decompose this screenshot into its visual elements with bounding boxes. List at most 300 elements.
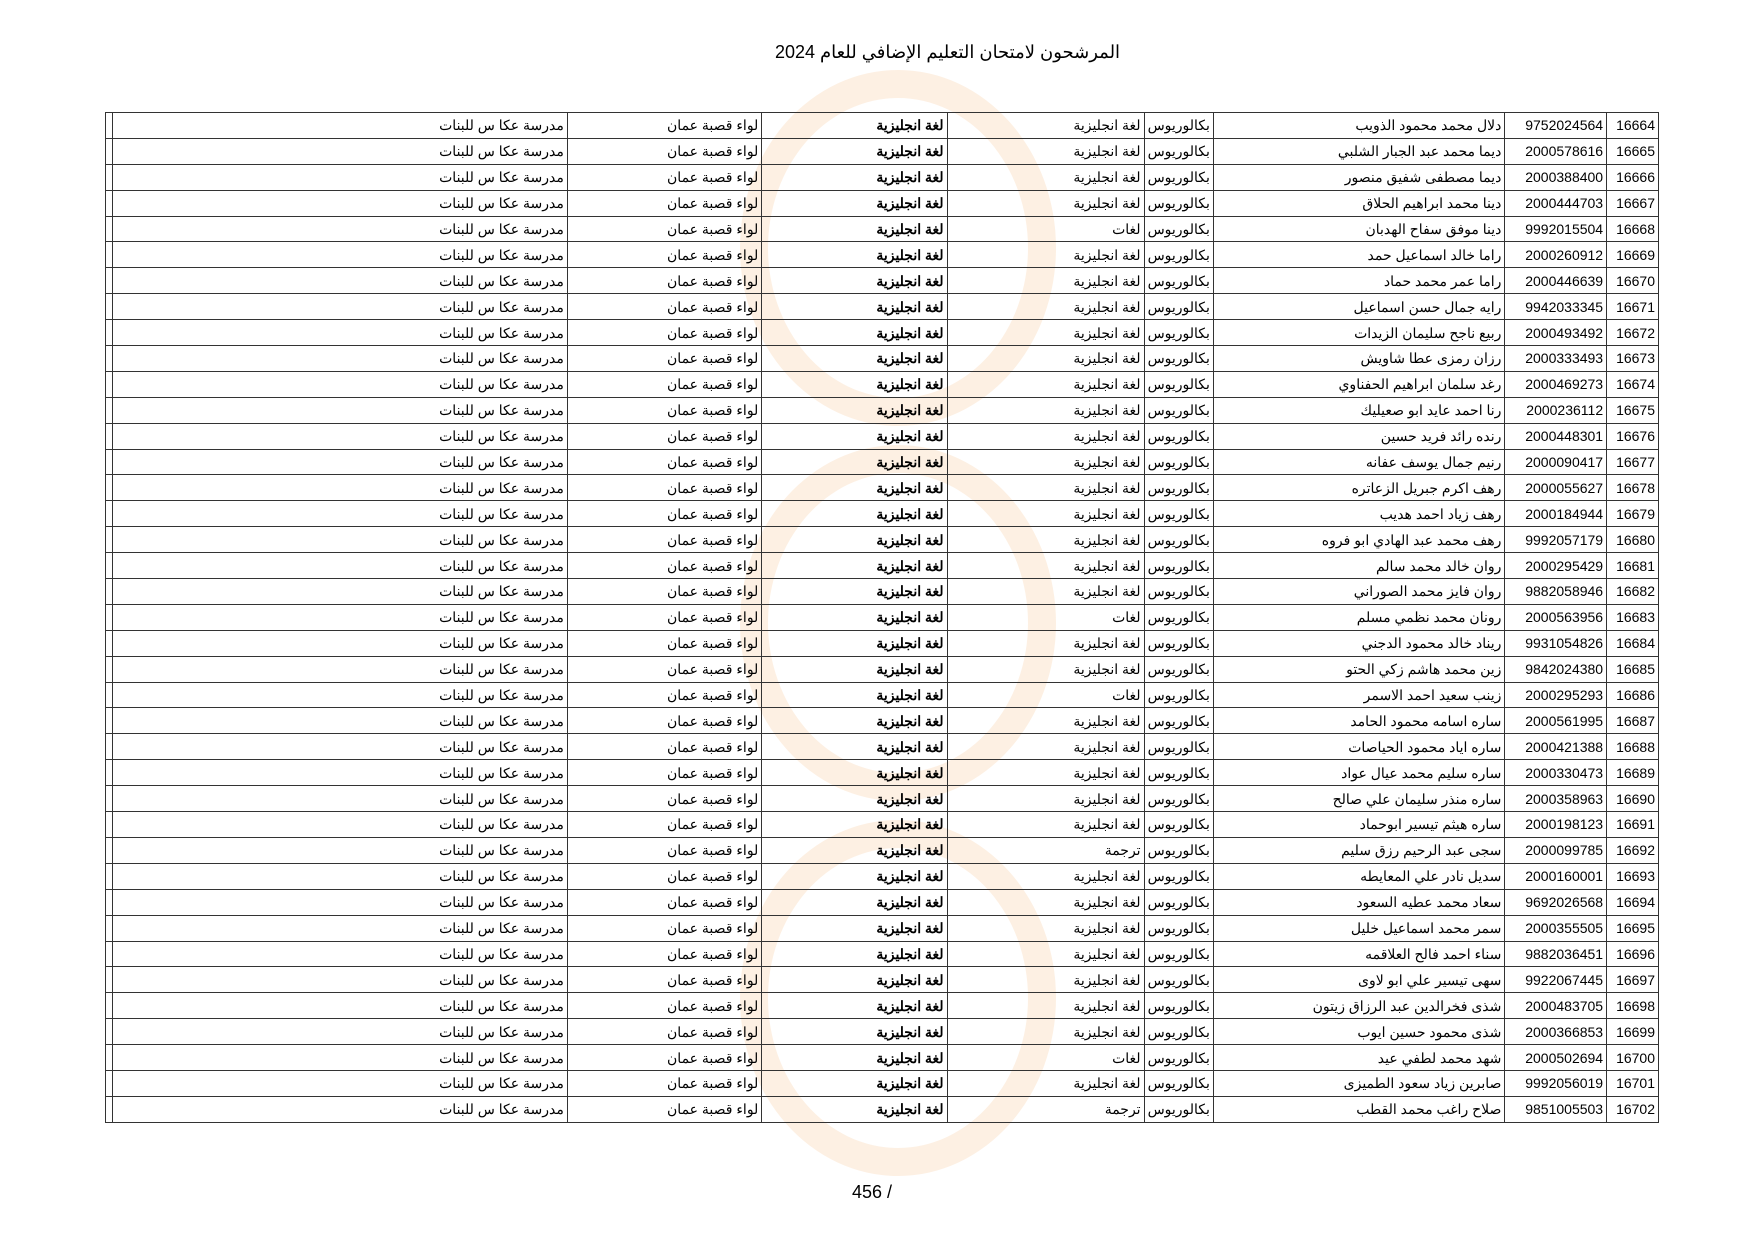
- page-number: 456 /: [852, 1182, 893, 1202]
- table-row: [106, 760, 1659, 786]
- empty-cell: [106, 1070, 113, 1096]
- national-id-cell: 9882058946: [1505, 579, 1607, 605]
- empty-cell: [106, 216, 113, 242]
- directorate-cell: لواء قصبة عمان: [567, 268, 761, 294]
- school-cell: مدرسة عكا س للبنات: [113, 682, 568, 708]
- specialization-cell: لغة انجليزية: [947, 268, 1144, 294]
- name-cell: شذى فخرالدين عبد الرزاق زيتون: [1213, 993, 1504, 1019]
- school-cell: مدرسة عكا س للبنات: [113, 630, 568, 656]
- table-row: [106, 656, 1659, 682]
- school-cell: مدرسة عكا س للبنات: [113, 1019, 568, 1045]
- directorate-cell: لواء قصبة عمان: [567, 294, 761, 320]
- specialization-cell: لغة انجليزية: [947, 346, 1144, 372]
- school-cell: مدرسة عكا س للبنات: [113, 837, 568, 863]
- specialization-cell: لغة انجليزية: [947, 397, 1144, 423]
- subject-cell: لغة انجليزية: [762, 656, 947, 682]
- seq-cell: 16702: [1607, 1096, 1659, 1122]
- subject-cell: لغة انجليزية: [762, 371, 947, 397]
- table-row: [106, 475, 1659, 501]
- name-cell: شذى محمود حسين ايوب: [1213, 1019, 1504, 1045]
- school-cell: مدرسة عكا س للبنات: [113, 760, 568, 786]
- seq-cell: 16678: [1607, 475, 1659, 501]
- national-id-cell: 2000099785: [1505, 837, 1607, 863]
- subject-cell: لغة انجليزية: [762, 501, 947, 527]
- national-id-cell: 9992056019: [1505, 1070, 1607, 1096]
- degree-cell: بكالوريوس: [1144, 501, 1213, 527]
- seq-cell: 16697: [1607, 967, 1659, 993]
- degree-cell: بكالوريوس: [1144, 812, 1213, 838]
- table-row: [106, 708, 1659, 734]
- national-id-cell: 2000160001: [1505, 863, 1607, 889]
- specialization-cell: لغة انجليزية: [947, 294, 1144, 320]
- school-cell: مدرسة عكا س للبنات: [113, 656, 568, 682]
- name-cell: رونان محمد نظمي مسلم: [1213, 604, 1504, 630]
- directorate-cell: لواء قصبة عمان: [567, 863, 761, 889]
- table-row: [106, 941, 1659, 967]
- degree-cell: بكالوريوس: [1144, 915, 1213, 941]
- subject-cell: لغة انجليزية: [762, 1070, 947, 1096]
- name-cell: رهف زياد احمد هديب: [1213, 501, 1504, 527]
- directorate-cell: لواء قصبة عمان: [567, 138, 761, 164]
- seq-cell: 16693: [1607, 863, 1659, 889]
- empty-cell: [106, 967, 113, 993]
- national-id-cell: 2000333493: [1505, 346, 1607, 372]
- seq-cell: 16696: [1607, 941, 1659, 967]
- seq-cell: 16687: [1607, 708, 1659, 734]
- directorate-cell: لواء قصبة عمان: [567, 941, 761, 967]
- page-title: المرشحون لامتحان التعليم الإضافي للعام 2024: [774, 42, 1121, 62]
- subject-cell: لغة انجليزية: [762, 320, 947, 346]
- table-row: [106, 812, 1659, 838]
- empty-cell: [106, 501, 113, 527]
- empty-cell: [106, 708, 113, 734]
- name-cell: زين محمد هاشم زكي الحتو: [1213, 656, 1504, 682]
- school-cell: مدرسة عكا س للبنات: [113, 708, 568, 734]
- table-row: [106, 371, 1659, 397]
- specialization-cell: لغة انجليزية: [947, 371, 1144, 397]
- school-cell: مدرسة عكا س للبنات: [113, 475, 568, 501]
- degree-cell: بكالوريوس: [1144, 708, 1213, 734]
- school-cell: مدرسة عكا س للبنات: [113, 812, 568, 838]
- subject-cell: لغة انجليزية: [762, 786, 947, 812]
- empty-cell: [106, 475, 113, 501]
- school-cell: مدرسة عكا س للبنات: [113, 423, 568, 449]
- national-id-cell: 2000236112: [1505, 397, 1607, 423]
- national-id-cell: 2000483705: [1505, 993, 1607, 1019]
- directorate-cell: لواء قصبة عمان: [567, 915, 761, 941]
- table-row: [106, 320, 1659, 346]
- specialization-cell: لغة انجليزية: [947, 579, 1144, 605]
- subject-cell: لغة انجليزية: [762, 837, 947, 863]
- directorate-cell: لواء قصبة عمان: [567, 475, 761, 501]
- directorate-cell: لواء قصبة عمان: [567, 449, 761, 475]
- school-cell: مدرسة عكا س للبنات: [113, 863, 568, 889]
- empty-cell: [106, 294, 113, 320]
- national-id-cell: 2000358963: [1505, 786, 1607, 812]
- national-id-cell: 2000295429: [1505, 553, 1607, 579]
- national-id-cell: 2000388400: [1505, 164, 1607, 190]
- specialization-cell: لغة انجليزية: [947, 553, 1144, 579]
- specialization-cell: لغات: [947, 682, 1144, 708]
- directorate-cell: لواء قصبة عمان: [567, 113, 761, 139]
- national-id-cell: 2000366853: [1505, 1019, 1607, 1045]
- specialization-cell: لغات: [947, 1045, 1144, 1071]
- specialization-cell: لغة انجليزية: [947, 760, 1144, 786]
- table-row: [106, 579, 1659, 605]
- name-cell: روان فايز محمد الصوراني: [1213, 579, 1504, 605]
- degree-cell: بكالوريوس: [1144, 138, 1213, 164]
- directorate-cell: لواء قصبة عمان: [567, 630, 761, 656]
- seq-cell: 16670: [1607, 268, 1659, 294]
- national-id-cell: 2000355505: [1505, 915, 1607, 941]
- national-id-cell: 2000055627: [1505, 475, 1607, 501]
- empty-cell: [106, 604, 113, 630]
- name-cell: رنيم جمال يوسف عفانه: [1213, 449, 1504, 475]
- directorate-cell: لواء قصبة عمان: [567, 397, 761, 423]
- subject-cell: لغة انجليزية: [762, 993, 947, 1019]
- national-id-cell: 9922067445: [1505, 967, 1607, 993]
- subject-cell: لغة انجليزية: [762, 242, 947, 268]
- specialization-cell: ترجمة: [947, 837, 1144, 863]
- specialization-cell: لغة انجليزية: [947, 527, 1144, 553]
- subject-cell: لغة انجليزية: [762, 889, 947, 915]
- subject-cell: لغة انجليزية: [762, 268, 947, 294]
- name-cell: سناء احمد فالح العلاقمه: [1213, 941, 1504, 967]
- empty-cell: [106, 760, 113, 786]
- specialization-cell: لغة انجليزية: [947, 656, 1144, 682]
- empty-cell: [106, 190, 113, 216]
- degree-cell: بكالوريوس: [1144, 553, 1213, 579]
- directorate-cell: لواء قصبة عمان: [567, 604, 761, 630]
- national-id-cell: 9752024564: [1505, 113, 1607, 139]
- directorate-cell: لواء قصبة عمان: [567, 320, 761, 346]
- name-cell: ريناد خالد محمود الدجني: [1213, 630, 1504, 656]
- school-cell: مدرسة عكا س للبنات: [113, 294, 568, 320]
- seq-cell: 16669: [1607, 242, 1659, 268]
- table-row: [106, 993, 1659, 1019]
- school-cell: مدرسة عكا س للبنات: [113, 164, 568, 190]
- seq-cell: 16684: [1607, 630, 1659, 656]
- empty-cell: [106, 682, 113, 708]
- seq-cell: 16679: [1607, 501, 1659, 527]
- subject-cell: لغة انجليزية: [762, 708, 947, 734]
- subject-cell: لغة انجليزية: [762, 630, 947, 656]
- name-cell: رزان رمزى عطا شاويش: [1213, 346, 1504, 372]
- seq-cell: 16672: [1607, 320, 1659, 346]
- name-cell: سديل نادر علي المعايطه: [1213, 863, 1504, 889]
- school-cell: مدرسة عكا س للبنات: [113, 268, 568, 294]
- degree-cell: بكالوريوس: [1144, 1096, 1213, 1122]
- degree-cell: بكالوريوس: [1144, 579, 1213, 605]
- seq-cell: 16668: [1607, 216, 1659, 242]
- degree-cell: بكالوريوس: [1144, 1019, 1213, 1045]
- seq-cell: 16686: [1607, 682, 1659, 708]
- national-id-cell: 2000578616: [1505, 138, 1607, 164]
- table-row: [106, 863, 1659, 889]
- school-cell: مدرسة عكا س للبنات: [113, 786, 568, 812]
- degree-cell: بكالوريوس: [1144, 760, 1213, 786]
- directorate-cell: لواء قصبة عمان: [567, 734, 761, 760]
- specialization-cell: لغة انجليزية: [947, 449, 1144, 475]
- specialization-cell: لغات: [947, 216, 1144, 242]
- national-id-cell: 9882036451: [1505, 941, 1607, 967]
- school-cell: مدرسة عكا س للبنات: [113, 190, 568, 216]
- subject-cell: لغة انجليزية: [762, 449, 947, 475]
- empty-cell: [106, 1045, 113, 1071]
- directorate-cell: لواء قصبة عمان: [567, 760, 761, 786]
- degree-cell: بكالوريوس: [1144, 889, 1213, 915]
- empty-cell: [106, 268, 113, 294]
- subject-cell: لغة انجليزية: [762, 294, 947, 320]
- directorate-cell: لواء قصبة عمان: [567, 1070, 761, 1096]
- empty-cell: [106, 734, 113, 760]
- directorate-cell: لواء قصبة عمان: [567, 190, 761, 216]
- table-row: [106, 164, 1659, 190]
- degree-cell: بكالوريوس: [1144, 190, 1213, 216]
- national-id-cell: 2000260912: [1505, 242, 1607, 268]
- directorate-cell: لواء قصبة عمان: [567, 786, 761, 812]
- table-row: [106, 967, 1659, 993]
- degree-cell: بكالوريوس: [1144, 837, 1213, 863]
- subject-cell: لغة انجليزية: [762, 1045, 947, 1071]
- seq-cell: 16671: [1607, 294, 1659, 320]
- empty-cell: [106, 113, 113, 139]
- table-row: [106, 604, 1659, 630]
- subject-cell: لغة انجليزية: [762, 863, 947, 889]
- directorate-cell: لواء قصبة عمان: [567, 579, 761, 605]
- seq-cell: 16692: [1607, 837, 1659, 863]
- subject-cell: لغة انجليزية: [762, 1096, 947, 1122]
- table-row: [106, 527, 1659, 553]
- empty-cell: [106, 553, 113, 579]
- degree-cell: بكالوريوس: [1144, 734, 1213, 760]
- degree-cell: بكالوريوس: [1144, 216, 1213, 242]
- directorate-cell: لواء قصبة عمان: [567, 967, 761, 993]
- name-cell: ساره منذر سليمان علي صالح: [1213, 786, 1504, 812]
- seq-cell: 16676: [1607, 423, 1659, 449]
- subject-cell: لغة انجليزية: [762, 346, 947, 372]
- seq-cell: 16664: [1607, 113, 1659, 139]
- seq-cell: 16677: [1607, 449, 1659, 475]
- empty-cell: [106, 371, 113, 397]
- seq-cell: 16675: [1607, 397, 1659, 423]
- seq-cell: 16674: [1607, 371, 1659, 397]
- name-cell: رهف اكرم جبريل الزعاتره: [1213, 475, 1504, 501]
- school-cell: مدرسة عكا س للبنات: [113, 216, 568, 242]
- table-row: [106, 1019, 1659, 1045]
- national-id-cell: 2000330473: [1505, 760, 1607, 786]
- empty-cell: [106, 397, 113, 423]
- table-row: [106, 138, 1659, 164]
- directorate-cell: لواء قصبة عمان: [567, 164, 761, 190]
- seq-cell: 16673: [1607, 346, 1659, 372]
- table-row: [106, 915, 1659, 941]
- directorate-cell: لواء قصبة عمان: [567, 242, 761, 268]
- school-cell: مدرسة عكا س للبنات: [113, 734, 568, 760]
- school-cell: مدرسة عكا س للبنات: [113, 371, 568, 397]
- name-cell: ربيع ناجح سليمان الزيدات: [1213, 320, 1504, 346]
- directorate-cell: لواء قصبة عمان: [567, 837, 761, 863]
- directorate-cell: لواء قصبة عمان: [567, 216, 761, 242]
- seq-cell: 16682: [1607, 579, 1659, 605]
- subject-cell: لغة انجليزية: [762, 812, 947, 838]
- seq-cell: 16694: [1607, 889, 1659, 915]
- directorate-cell: لواء قصبة عمان: [567, 371, 761, 397]
- degree-cell: بكالوريوس: [1144, 863, 1213, 889]
- school-cell: مدرسة عكا س للبنات: [113, 553, 568, 579]
- degree-cell: بكالوريوس: [1144, 656, 1213, 682]
- directorate-cell: لواء قصبة عمان: [567, 656, 761, 682]
- specialization-cell: لغة انجليزية: [947, 863, 1144, 889]
- degree-cell: بكالوريوس: [1144, 320, 1213, 346]
- specialization-cell: ترجمة: [947, 1096, 1144, 1122]
- national-id-cell: 9692026568: [1505, 889, 1607, 915]
- specialization-cell: لغة انجليزية: [947, 113, 1144, 139]
- degree-cell: بكالوريوس: [1144, 786, 1213, 812]
- degree-cell: بكالوريوس: [1144, 993, 1213, 1019]
- subject-cell: لغة انجليزية: [762, 475, 947, 501]
- degree-cell: بكالوريوس: [1144, 371, 1213, 397]
- national-id-cell: 2000502694: [1505, 1045, 1607, 1071]
- school-cell: مدرسة عكا س للبنات: [113, 138, 568, 164]
- national-id-cell: 9851005503: [1505, 1096, 1607, 1122]
- specialization-cell: لغة انجليزية: [947, 915, 1144, 941]
- table-row: [106, 889, 1659, 915]
- subject-cell: لغة انجليزية: [762, 967, 947, 993]
- empty-cell: [106, 320, 113, 346]
- table-row: [106, 630, 1659, 656]
- empty-cell: [106, 423, 113, 449]
- school-cell: مدرسة عكا س للبنات: [113, 1070, 568, 1096]
- empty-cell: [106, 164, 113, 190]
- table-row: [106, 1096, 1659, 1122]
- national-id-cell: 2000563956: [1505, 604, 1607, 630]
- empty-cell: [106, 863, 113, 889]
- seq-cell: 16701: [1607, 1070, 1659, 1096]
- seq-cell: 16700: [1607, 1045, 1659, 1071]
- national-id-cell: 2000469273: [1505, 371, 1607, 397]
- subject-cell: لغة انجليزية: [762, 579, 947, 605]
- school-cell: مدرسة عكا س للبنات: [113, 1045, 568, 1071]
- national-id-cell: 2000493492: [1505, 320, 1607, 346]
- empty-cell: [106, 1096, 113, 1122]
- school-cell: مدرسة عكا س للبنات: [113, 346, 568, 372]
- directorate-cell: لواء قصبة عمان: [567, 1019, 761, 1045]
- degree-cell: بكالوريوس: [1144, 164, 1213, 190]
- empty-cell: [106, 837, 113, 863]
- specialization-cell: لغات: [947, 604, 1144, 630]
- name-cell: ساره اسامه محمود الحامد: [1213, 708, 1504, 734]
- subject-cell: لغة انجليزية: [762, 760, 947, 786]
- school-cell: مدرسة عكا س للبنات: [113, 941, 568, 967]
- name-cell: رنا احمد عايد ابو صعيليك: [1213, 397, 1504, 423]
- specialization-cell: لغة انجليزية: [947, 889, 1144, 915]
- specialization-cell: لغة انجليزية: [947, 993, 1144, 1019]
- empty-cell: [106, 1019, 113, 1045]
- degree-cell: بكالوريوس: [1144, 527, 1213, 553]
- degree-cell: بكالوريوس: [1144, 346, 1213, 372]
- school-cell: مدرسة عكا س للبنات: [113, 320, 568, 346]
- school-cell: مدرسة عكا س للبنات: [113, 579, 568, 605]
- national-id-cell: 9942033345: [1505, 294, 1607, 320]
- national-id-cell: 2000184944: [1505, 501, 1607, 527]
- seq-cell: 16688: [1607, 734, 1659, 760]
- name-cell: ساره هيثم تيسير ابوحماد: [1213, 812, 1504, 838]
- seq-cell: 16680: [1607, 527, 1659, 553]
- specialization-cell: لغة انجليزية: [947, 941, 1144, 967]
- degree-cell: بكالوريوس: [1144, 449, 1213, 475]
- table-row: [106, 734, 1659, 760]
- name-cell: دينا موفق سفاح الهدبان: [1213, 216, 1504, 242]
- table-row: [106, 216, 1659, 242]
- specialization-cell: لغة انجليزية: [947, 630, 1144, 656]
- national-id-cell: 2000446639: [1505, 268, 1607, 294]
- subject-cell: لغة انجليزية: [762, 604, 947, 630]
- specialization-cell: لغة انجليزية: [947, 1070, 1144, 1096]
- empty-cell: [106, 941, 113, 967]
- empty-cell: [106, 449, 113, 475]
- national-id-cell: 2000561995: [1505, 708, 1607, 734]
- subject-cell: لغة انجليزية: [762, 113, 947, 139]
- name-cell: شهد محمد لطفي عيد: [1213, 1045, 1504, 1071]
- table-row: [106, 397, 1659, 423]
- school-cell: مدرسة عكا س للبنات: [113, 113, 568, 139]
- directorate-cell: لواء قصبة عمان: [567, 889, 761, 915]
- subject-cell: لغة انجليزية: [762, 915, 947, 941]
- directorate-cell: لواء قصبة عمان: [567, 993, 761, 1019]
- name-cell: ساره سليم محمد عيال عواد: [1213, 760, 1504, 786]
- school-cell: مدرسة عكا س للبنات: [113, 1096, 568, 1122]
- seq-cell: 16689: [1607, 760, 1659, 786]
- table-row: [106, 268, 1659, 294]
- empty-cell: [106, 656, 113, 682]
- subject-cell: لغة انجليزية: [762, 734, 947, 760]
- name-cell: سجى عبد الرحيم رزق سليم: [1213, 837, 1504, 863]
- directorate-cell: لواء قصبة عمان: [567, 708, 761, 734]
- table-row: [106, 346, 1659, 372]
- empty-cell: [106, 346, 113, 372]
- subject-cell: لغة انجليزية: [762, 941, 947, 967]
- school-cell: مدرسة عكا س للبنات: [113, 604, 568, 630]
- seq-cell: 16690: [1607, 786, 1659, 812]
- name-cell: روان خالد محمد سالم: [1213, 553, 1504, 579]
- national-id-cell: 2000198123: [1505, 812, 1607, 838]
- seq-cell: 16666: [1607, 164, 1659, 190]
- degree-cell: بكالوريوس: [1144, 423, 1213, 449]
- degree-cell: بكالوريوس: [1144, 604, 1213, 630]
- national-id-cell: 9931054826: [1505, 630, 1607, 656]
- table-row: [106, 682, 1659, 708]
- national-id-cell: 2000448301: [1505, 423, 1607, 449]
- seq-cell: 16667: [1607, 190, 1659, 216]
- degree-cell: بكالوريوس: [1144, 1070, 1213, 1096]
- seq-cell: 16698: [1607, 993, 1659, 1019]
- degree-cell: بكالوريوس: [1144, 397, 1213, 423]
- seq-cell: 16695: [1607, 915, 1659, 941]
- specialization-cell: لغة انجليزية: [947, 475, 1144, 501]
- name-cell: رغد سلمان ابراهيم الحفناوي: [1213, 371, 1504, 397]
- table-row: [106, 786, 1659, 812]
- degree-cell: بكالوريوس: [1144, 113, 1213, 139]
- specialization-cell: لغة انجليزية: [947, 164, 1144, 190]
- school-cell: مدرسة عكا س للبنات: [113, 397, 568, 423]
- name-cell: رايه جمال حسن اسماعيل: [1213, 294, 1504, 320]
- degree-cell: بكالوريوس: [1144, 967, 1213, 993]
- national-id-cell: 2000421388: [1505, 734, 1607, 760]
- empty-cell: [106, 915, 113, 941]
- specialization-cell: لغة انجليزية: [947, 320, 1144, 346]
- specialization-cell: لغة انجليزية: [947, 812, 1144, 838]
